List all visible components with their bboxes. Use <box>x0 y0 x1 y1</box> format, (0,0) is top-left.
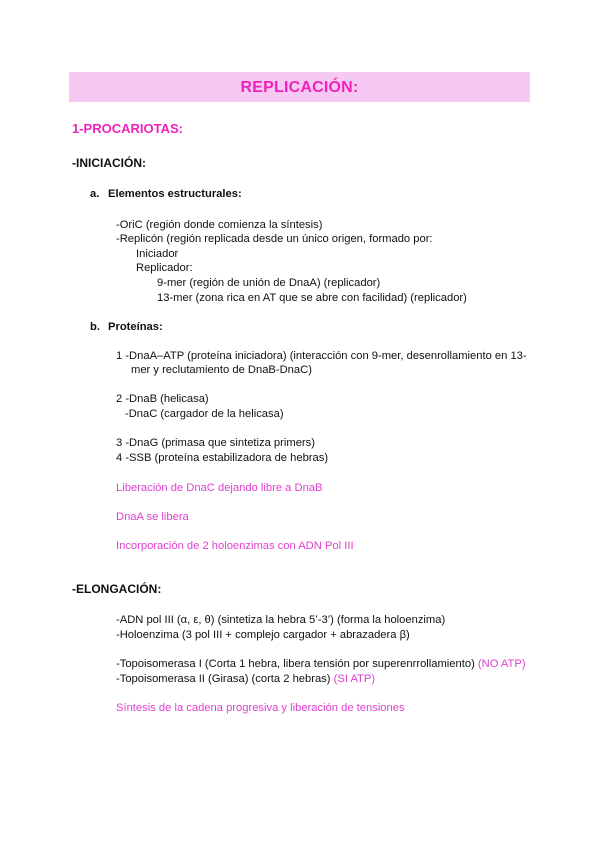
tag-no-atp: (NO ATP) <box>477 658 526 670</box>
note-text: Liberación de DnaC dejando libre a DnaB <box>116 482 323 494</box>
heading-proteinas: Proteínas: <box>108 321 163 333</box>
text-line <box>116 672 375 687</box>
text-line: -OriC (región donde comienza la síntesis) <box>116 219 323 231</box>
subsection-heading-iniciacion: -INICIACIÓN: <box>72 156 146 170</box>
text-line: -DnaC (cargador de la helicasa) <box>125 408 284 420</box>
text-line: 13-mer (zona rica en AT que se abre con facilidad) (replicador) <box>157 292 467 304</box>
list-marker-b: b. <box>90 321 100 333</box>
section-heading-procariotas: 1-PROCARIOTAS: <box>72 121 183 136</box>
heading-elementos-estructurales: Elementos estructurales: <box>108 188 242 200</box>
text-line: mer y reclutamiento de DnaB-DnaC) <box>131 364 312 376</box>
subsection-heading-elongacion: -ELONGACIÓN: <box>72 582 162 596</box>
text-line: Iniciador <box>136 248 179 260</box>
text-line: 1 -DnaA–ATP (proteína iniciadora) (interacción con 9-mer, desenrollamiento en 13- <box>116 350 527 362</box>
text-line <box>116 657 526 672</box>
text-topoisomerasa-2: -Topoisomerasa II (Girasa) (corta 2 hebras) <box>116 673 331 685</box>
note-text: Incorporación de 2 holoenzimas con ADN Pol III <box>116 540 354 552</box>
page-title: REPLICACIÓN: <box>240 79 359 96</box>
text-line: 3 -DnaG (primasa que sintetiza primers) <box>116 437 315 449</box>
tag-si-atp: (SI ATP) <box>333 673 376 685</box>
text-line: -Holoenzima (3 pol III + complejo cargador + abrazadera β) <box>116 629 410 641</box>
title-banner <box>69 72 530 102</box>
text-line: Replicador: <box>136 262 193 274</box>
text-topoisomerasa-1: -Topoisomerasa I (Corta 1 hebra, libera tensión por superenrrollamiento) <box>116 658 475 670</box>
text-line: 9-mer (región de unión de DnaA) (replicador) <box>157 277 381 289</box>
note-text: Síntesis de la cadena progresiva y liberación de tensiones <box>116 702 405 714</box>
text-line: -ADN pol III (α, ε, θ) (sintetiza la hebra 5’-3’) (forma la holoenzima) <box>116 614 446 626</box>
list-marker-a: a. <box>90 188 100 200</box>
text-line: 4 -SSB (proteína estabilizadora de hebras) <box>116 452 329 464</box>
note-text: DnaA se libera <box>116 511 189 523</box>
text-line: -Replicón (región replicada desde un único origen, formado por: <box>116 233 433 245</box>
text-line: 2 -DnaB (helicasa) <box>116 393 209 405</box>
